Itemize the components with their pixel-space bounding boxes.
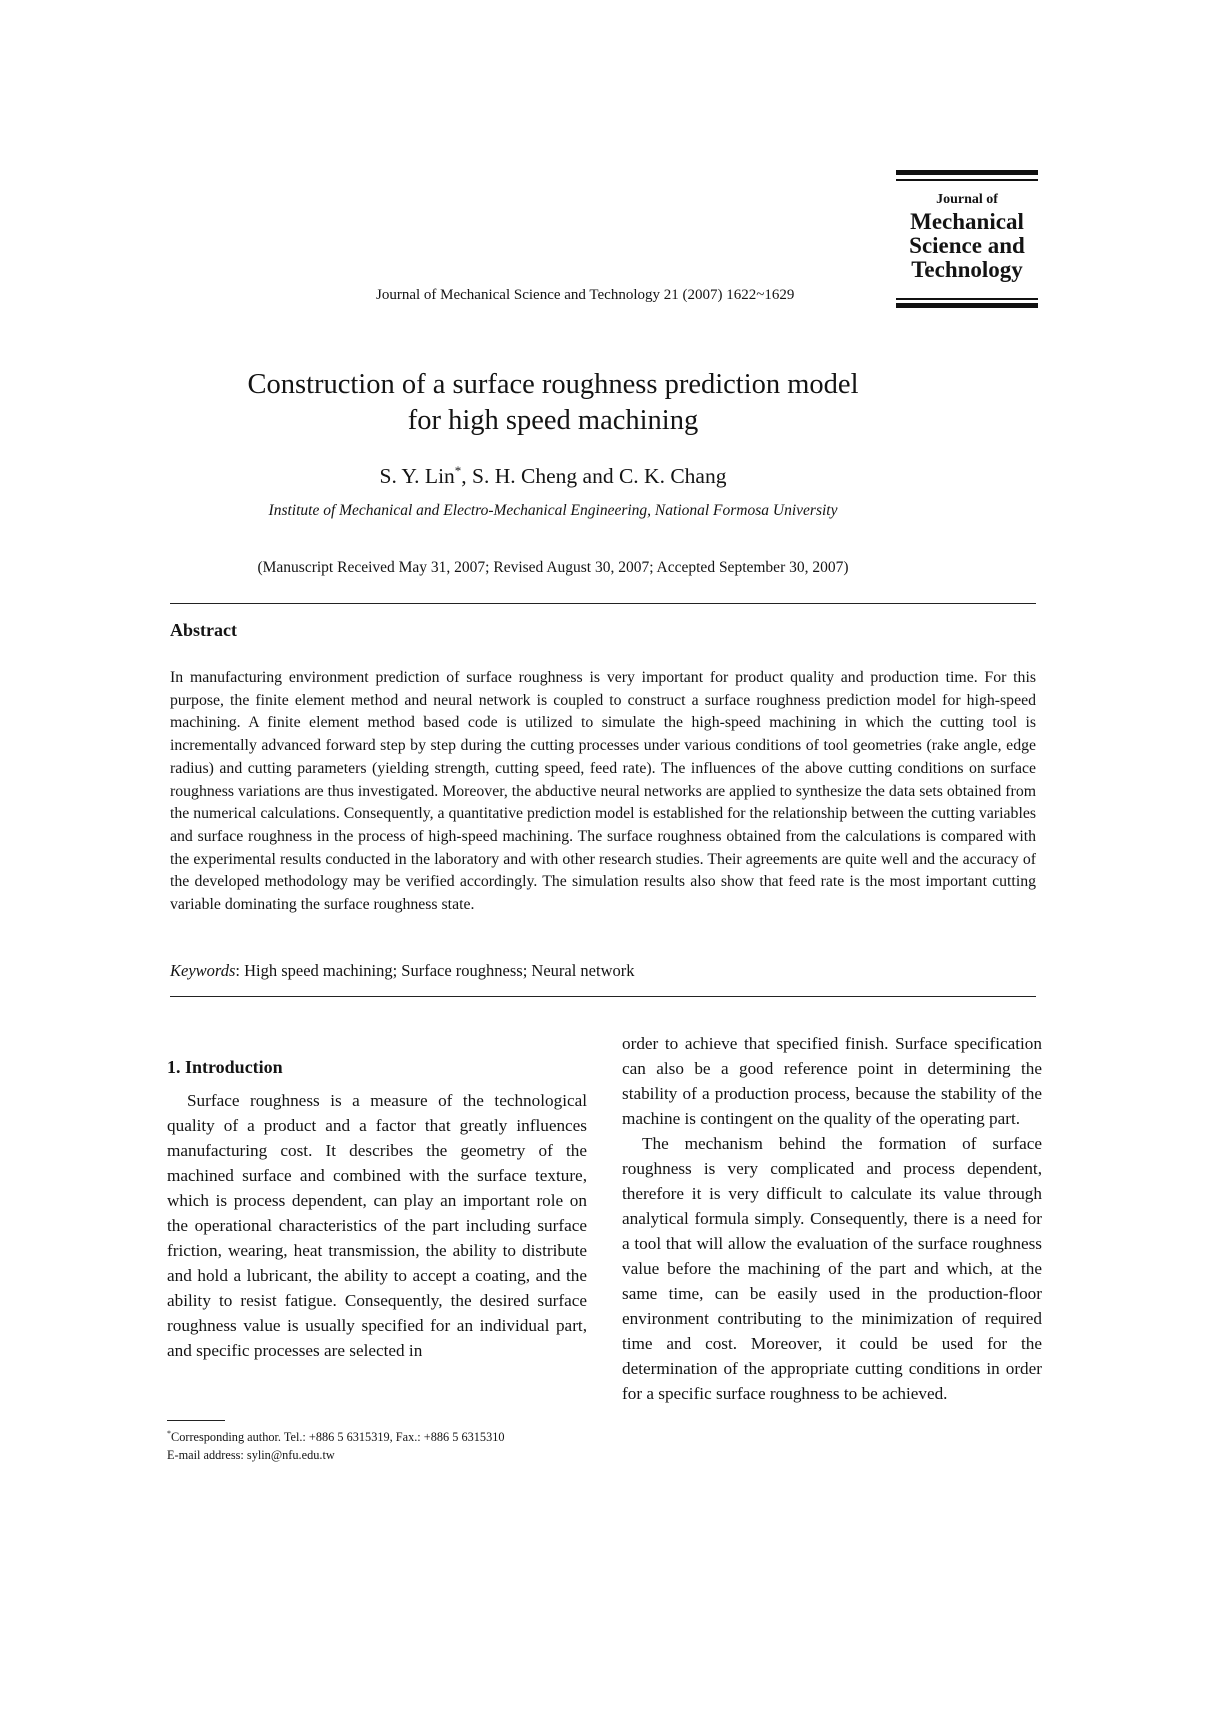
- section-divider: [170, 996, 1036, 997]
- logo-name-line: Science and: [909, 233, 1025, 258]
- keywords-label: Keywords: [170, 961, 236, 980]
- intro-paragraph: order to achieve that specified finish. Surface specification can also be a good reference point in determining the stability of a production process, because the stability of the machine is contingent on the quality of the operating part.: [622, 1034, 1042, 1128]
- section-heading: 1. Introduction: [167, 1057, 283, 1077]
- logo-rule: [896, 179, 1038, 181]
- footnote: [167, 1420, 587, 1464]
- right-column: [622, 1031, 1042, 1406]
- footnote-line: [167, 1425, 587, 1446]
- footnote-mark: *: [167, 1429, 171, 1438]
- intro-paragraph: Surface roughness is a measure of the technological quality of a product and a factor that greatly influences manufacturing cost. It describes the geometry of the machined surface and combined with the surface texture, which is process dependent, can play an important role on the operational characteristics of the part including surface friction, wearing, heat transmission, the ability to distribute and hold a lubricant, the ability to accept a coating, and the ability to resist fatigue. Consequently, the desired surface roughness value is usually specified for an individual part, and specific processes are selected in: [167, 1091, 587, 1360]
- other-authors: , S. H. Cheng and C. K. Chang: [461, 464, 727, 489]
- corresponding-author-mark: *: [454, 463, 462, 478]
- footnote-rule: [167, 1420, 225, 1421]
- footnote-text: [167, 1425, 587, 1464]
- section-divider: [170, 603, 1036, 604]
- author-list: [200, 463, 906, 489]
- keywords: [170, 961, 1036, 981]
- first-author: S. Y. Lin: [379, 464, 455, 489]
- paper-title: [200, 367, 906, 439]
- logo-rule: [896, 298, 1038, 300]
- journal-logo: [896, 170, 1038, 308]
- manuscript-dates: (Manuscript Received May 31, 2007; Revised August 30, 2007; Accepted September 30, 2007): [257, 559, 849, 576]
- logo-rule: [896, 170, 1038, 175]
- abstract-text: In manufacturing environment prediction of surface roughness is very important for product quality and production time. For this purpose, the finite element method and neural network is coupled to construct a surface roughness prediction model for high-speed machining. A finite element method based code is utilized to simulate the high-speed machining in which the cutting tool is incrementally advanced forward step by step during the cutting processes under various conditions of tool geometries (rake angle, edge radius) and cutting parameters (yielding strength, cutting speed, feed rate). The influences of the above cutting conditions on surface roughness variations are thus investigated. Moreover, the abductive neural networks are applied to synthesize the data sets obtained from the numerical calculations. Consequently, a quantitative prediction model is established for the relationship between the cutting variables and surface roughness in the process of high-speed machining. The surface roughness obtained from the calculations is compared with the experimental results conducted in the laboratory and with other research studies. Their agreements are quite well and the accuracy of the developed methodology may be verified accordingly. The simulation results also show that feed rate is the most important cutting variable dominating the surface roughness state.: [170, 669, 1036, 914]
- keywords-colon: :: [235, 961, 245, 980]
- journal-citation: Journal of Mechanical Science and Technology 21 (2007) 1622~1629: [376, 287, 795, 303]
- corresponding-author-contact: Corresponding author. Tel.: +886 5 6315319, Fax.: +886 5 6315310: [171, 1430, 505, 1445]
- logo-name-line: Mechanical: [910, 209, 1024, 234]
- title-line: Construction of a surface roughness prediction model: [247, 369, 859, 400]
- affiliation: Institute of Mechanical and Electro-Mechanical Engineering, National Formosa University: [268, 502, 838, 519]
- title-line: for high speed machining: [407, 405, 699, 436]
- footnote-email: E-mail address: sylin@nfu.edu.tw: [167, 1448, 335, 1463]
- logo-journal-of: Journal of: [936, 192, 998, 207]
- intro-paragraph: The mechanism behind the formation of surface roughness is very complicated and process dependent, therefore it is very difficult to calculate its value through analytical formula simply. Consequently, there is a need for a tool that will allow the evaluation of the surface roughness value before the machining of the part and which, at the same time, can be easily used in the production-floor environment contributing to the minimization of required time and cost. Moreover, it could be used for the determination of the appropriate cutting conditions in order for a specific surface roughness to be achieved.: [622, 1134, 1042, 1403]
- left-column: [167, 1057, 587, 1380]
- keywords-text: High speed machining; Surface roughness; Neural network: [244, 961, 635, 980]
- logo-rule: [896, 303, 1038, 308]
- abstract-heading: Abstract: [170, 620, 237, 640]
- logo-name-line: Technology: [911, 257, 1023, 282]
- logo-journal-name: [896, 210, 1038, 282]
